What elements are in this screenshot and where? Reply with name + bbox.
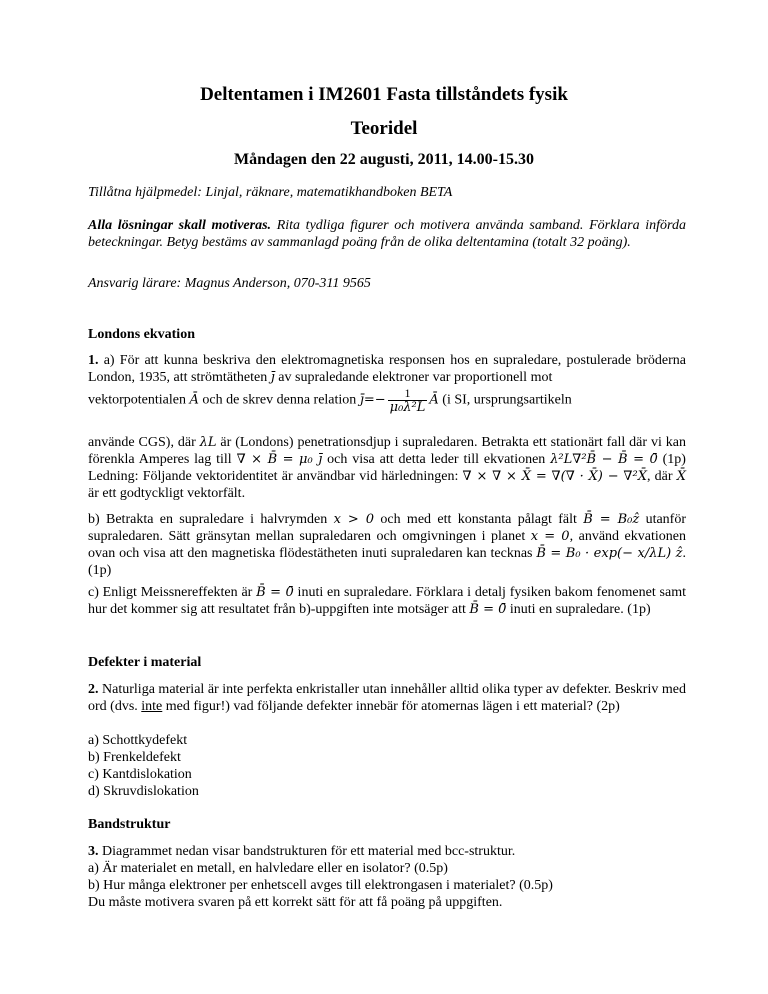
- math-lambda-L: λL: [199, 435, 217, 450]
- q1b-text-c: utanför supraledaren. Sätt gränsytan mellan supraledaren och omgivningen i planet: [88, 512, 686, 544]
- fraction-numerator: 1: [388, 386, 428, 401]
- q1a-text-5b: , där: [646, 469, 677, 484]
- question-2-number: 2.: [88, 682, 99, 697]
- math-A-2: Ā: [429, 392, 439, 408]
- q1a-text-3b: och de skrev denna relation: [198, 392, 360, 408]
- exam-subtitle: Teoridel: [350, 118, 418, 139]
- question-1b: [88, 511, 686, 579]
- q1c-text-a: c) Enligt Meissnereffekten är: [88, 585, 257, 600]
- exam-title: Deltentamen i IM2601 Fasta tillståndets fysik: [200, 84, 568, 105]
- instructions-bold: Alla lösningar skall motiveras.: [88, 218, 272, 233]
- instructions-rest: Rita tydliga figurer och motivera använda samband. Förklara införda beteckningar. Betyg bestäms av sammanlagd poäng från de olika deltentamina (totalt 32 poäng).: [88, 218, 686, 250]
- q1a-text-3c: (i SI, ursprungsartikeln: [438, 392, 572, 408]
- section-heading-bandstructure: Bandstruktur: [88, 817, 171, 832]
- math-B-exp: B̄ = B₀ · exp(− x/λL) ẑ: [536, 546, 683, 561]
- math-minus: =−: [363, 392, 386, 408]
- q2-text-b: med figur!) vad följande defekter innebär för atomernas lägen i ett material? (2p): [162, 699, 620, 714]
- q2-text-a: Naturliga material är inte perfekta enkristaller utan innehåller alltid olika typer av defekter. Beskriv med ord (dvs.: [88, 682, 686, 714]
- question-1-number: 1.: [88, 353, 99, 368]
- question-3-intro: [88, 843, 686, 860]
- question-1a-continued: [88, 434, 686, 502]
- instructions: [88, 217, 686, 251]
- q1b-text-d: , använd ekvationen ovan och visa att den magnetiska flödestätheten inuti supraledaren kan tecknas: [88, 529, 686, 561]
- q1c-text-b: inuti en supraledare. Förklara i detalj fysiken bakom fenomenet samt hur det kommer sig att resultatet från b)-uppgiften inte motsäger att: [88, 585, 687, 617]
- question-3-item: b) Hur många elektroner per enhetscell avges till elektrongasen i materialet? (0.5p): [88, 878, 553, 893]
- q1b-text-a: b) Betrakta en supraledare i halvrymden: [88, 512, 334, 527]
- exam-date: Måndagen den 22 augusti, 2011, 14.00-15.30: [233, 151, 535, 168]
- math-B-zero-2: B̄ = 0̄: [469, 602, 507, 617]
- q1a-text-3a: vektorpotentialen: [88, 392, 190, 408]
- math-x-gt-0: x > 0: [333, 512, 375, 527]
- math-A: Ā: [189, 392, 199, 408]
- math-vector-identity: ∇ × ∇ × X̄ = ∇(∇ · X̄) − ∇²X̄: [462, 469, 647, 484]
- q1a-text-5c: är ett godtyckligt vektorfält.: [88, 486, 246, 501]
- math-B-zero: B̄ = 0̄: [256, 585, 294, 600]
- q1a-text-4b: är (Londons) penetrationsdjup i supraledaren. Betrakta ett stationärt fall där vi kan förenkla Amperes lag till: [88, 435, 686, 467]
- question-1c: [88, 584, 686, 618]
- allowed-aids: Tillåtna hjälpmedel: Linjal, räknare, matematikhandboken BETA: [88, 185, 453, 200]
- question-3-note: Du måste motivera svaren på ett korrekt sätt för att få poäng på uppgiften.: [88, 895, 503, 910]
- question-1a-relation: [88, 386, 686, 415]
- math-j-2: j̄: [359, 392, 364, 408]
- q1a-text-4a: använde CGS), där: [88, 435, 200, 450]
- question-3: [88, 843, 686, 911]
- q1a-text-1: a) För att kunna beskriva den elektromagnetiska responsen hos en supraledare, postulerade bröderna London, 1935, att strömtätheten: [88, 353, 686, 385]
- defect-item: a) Schottkydefekt: [88, 733, 188, 748]
- q1a-text-5a: (1p) Ledning: Följande vektoridentitet är användbar vid härledningen:: [88, 452, 686, 484]
- q1b-text-e: . (1p): [88, 546, 686, 578]
- question-3-item: a) Är materialet en metall, en halvledare eller en isolator? (0.5p): [88, 861, 448, 876]
- math-london-equation: λ²L∇²B̄ − B̄ = 0̄: [550, 452, 658, 467]
- q3-text: Diagrammet nedan visar bandstrukturen för ett material med bcc-struktur.: [98, 844, 516, 859]
- responsible-teacher: Ansvarig lärare: Magnus Anderson, 070-311 9565: [88, 276, 371, 291]
- math-B0: B̄ = B₀ẑ: [583, 512, 640, 527]
- q1c-text-c: inuti en supraledare. (1p): [506, 602, 651, 617]
- defect-list: [88, 732, 686, 800]
- question-1a: [88, 352, 686, 386]
- q1a-text-2: av supraledande elektroner var proportionell mot: [274, 370, 553, 385]
- section-heading-defects: Defekter i material: [88, 655, 202, 670]
- math-ampere-law: ∇ × B̄ = μ₀ j̄: [236, 452, 323, 467]
- q1a-text-4c: och visa att detta leder till ekvationen: [322, 452, 551, 467]
- question-3-number: 3.: [88, 844, 99, 859]
- question-2: [88, 681, 686, 715]
- defect-item: b) Frenkeldefekt: [88, 750, 181, 765]
- defect-item: c) Kantdislokation: [88, 767, 192, 782]
- london-fraction: [388, 386, 428, 415]
- section-heading-london: Londons ekvation: [88, 327, 195, 342]
- math-X: X̄: [676, 469, 686, 484]
- q1b-text-b: och med ett konstanta pålagt fält: [374, 512, 584, 527]
- defect-item: d) Skruvdislokation: [88, 784, 199, 799]
- fraction-denominator: μ₀λ²L: [389, 400, 426, 415]
- q2-underlined: inte: [141, 699, 163, 714]
- math-j: j̄: [270, 370, 275, 385]
- math-x-eq-0: x = 0: [530, 529, 570, 544]
